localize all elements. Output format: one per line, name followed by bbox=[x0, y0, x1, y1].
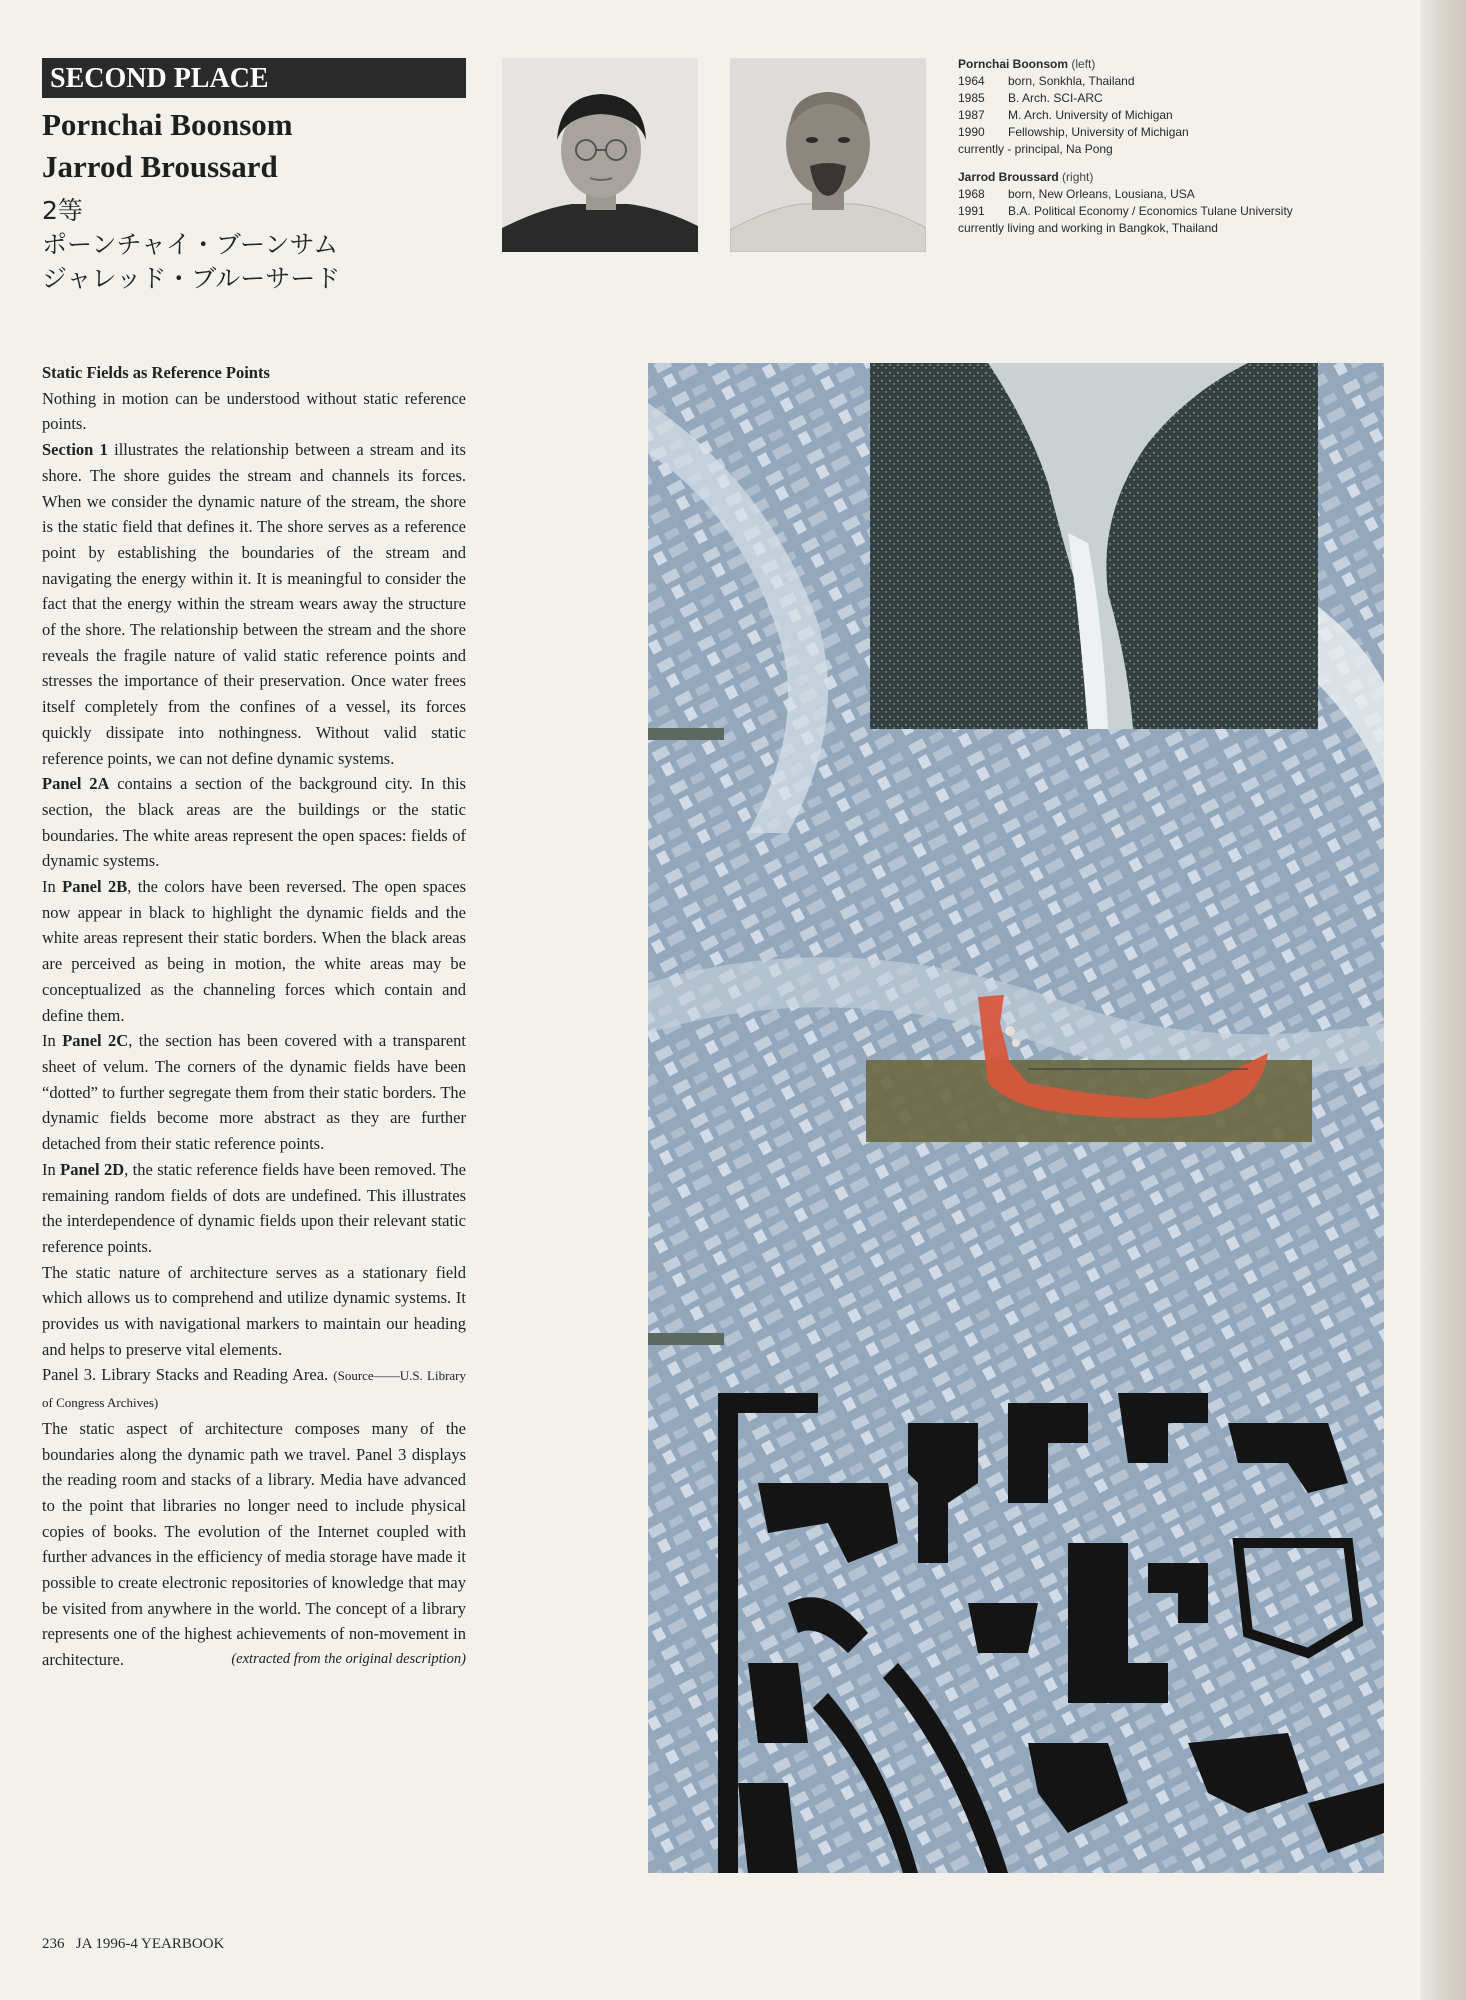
paragraph-lead: Panel 2C bbox=[62, 1031, 129, 1051]
article-paragraph bbox=[42, 1028, 466, 1157]
article-paragraph bbox=[42, 1362, 466, 1415]
paragraph-text: Panel 3. Library Stacks and Reading Area. bbox=[42, 1365, 334, 1385]
bio-current-1: currently - principal, Na Pong bbox=[958, 142, 1113, 156]
author-bios bbox=[958, 56, 1358, 237]
bio-role-2: (right) bbox=[1062, 170, 1094, 184]
page-number: 236 bbox=[42, 1936, 65, 1952]
portrait-right bbox=[730, 58, 926, 252]
page-edge bbox=[1420, 0, 1466, 2000]
portrait-left-graphic bbox=[502, 58, 698, 252]
bio-name-1: Pornchai Boonsom bbox=[958, 57, 1069, 71]
paragraph-text: The static aspect of architecture composes many of the boundaries along the dynamic path we travel. Panel 3 displays the reading room and stacks of a library. Media have advanced to the point that libraries no longer need to include physical copies of books. The evolution of the Internet coupled with further advances in the efficiency of media storage have made it possible to create electronic repositories of knowledge that may be visited from anywhere in the world. The concept of a library represents one of the highest achievements of non-movement in architecture. bbox=[42, 1418, 466, 1670]
paragraph-lead: Panel 2A bbox=[42, 774, 110, 794]
paragraph-text: , the static reference fields have been removed. The remaining random fields of dots are undefined. This illustrates the interdependence of dynamic fields upon their relevant static reference points. bbox=[42, 1159, 466, 1256]
bio-name-2: Jarrod Broussard bbox=[958, 170, 1059, 184]
paragraph-pre: In bbox=[42, 877, 63, 897]
portrait-left bbox=[502, 58, 698, 252]
bio-text: Fellowship, University of Michigan bbox=[1008, 125, 1189, 139]
article-body bbox=[42, 360, 466, 1673]
bio-current-2: currently living and working in Bangkok, Thailand bbox=[958, 221, 1218, 235]
collage-panel bbox=[648, 363, 1384, 1873]
bio-person-2 bbox=[958, 169, 1358, 237]
article-paragraph bbox=[42, 771, 466, 874]
paragraph-lead: Section 1 bbox=[42, 440, 108, 460]
article-signature: (extracted from the original description) bbox=[231, 1651, 466, 1668]
paragraph-text: contains a section of the background city. In this section, the black areas are the buildings or the static boundaries. The white areas represent the open spaces: fields of dynamic systems. bbox=[42, 774, 466, 871]
bio-row bbox=[958, 124, 1358, 141]
article-paragraph bbox=[42, 874, 466, 1028]
bio-year: 1964 bbox=[958, 74, 985, 88]
article-paragraph bbox=[42, 1157, 466, 1260]
bio-year: 1991 bbox=[958, 204, 985, 218]
bio-year: 1985 bbox=[958, 91, 985, 105]
article-paragraph bbox=[42, 437, 466, 771]
portrait-right-graphic bbox=[730, 58, 926, 252]
jp-rank: 2等 bbox=[42, 196, 83, 225]
paragraph-text: illustrates the relationship between a stream and its shore. The shore guides the stream and channels its forces. When we consider the dynamic nature of the stream, the shore is the static field that defines it. The shore serves as a reference point by establishing the boundaries of the stream and navigating the energy within it. It is meaningful to consider the fact that the energy within the stream wears away the structure of the shore. The relationship between the stream and the shore reveals the fragile nature of valid static reference points and stresses the importance of their preservation. Once water frees itself completely from the confines of a vessel, its forces quickly dissipate into nothingness. Without valid static reference points, we can not define dynamic systems. bbox=[42, 440, 466, 768]
source-credit: (Source——U.S. Library of Congress Archives) bbox=[42, 1368, 467, 1411]
bio-row bbox=[958, 107, 1358, 124]
bio-text: born, New Orleans, Lousiana, USA bbox=[1008, 187, 1195, 201]
jp-name-1: ポーンチャイ・ブーンサム bbox=[42, 230, 339, 259]
article-paragraph: Nothing in motion can be understood without static reference points. bbox=[42, 388, 466, 434]
bio-row bbox=[958, 90, 1358, 107]
author-name-2: Jarrod Broussard bbox=[42, 149, 278, 184]
collage-graphic bbox=[648, 363, 1384, 1873]
bio-role-1: (left) bbox=[1071, 57, 1096, 71]
paragraph-lead: Panel 2B bbox=[62, 877, 128, 897]
article-paragraph bbox=[42, 1416, 466, 1673]
bio-text: B.A. Political Economy / Economics Tulane University bbox=[1008, 204, 1293, 218]
award-label: SECOND PLACE bbox=[42, 58, 466, 98]
bio-year: 1968 bbox=[958, 187, 985, 201]
bio-row bbox=[958, 203, 1358, 220]
jp-name-2: ジャレッド・ブルーサード bbox=[42, 264, 341, 293]
page-footer bbox=[42, 1936, 224, 1953]
author-names-japanese bbox=[42, 194, 340, 296]
paragraph-pre: In bbox=[42, 1159, 61, 1179]
bio-text: M. Arch. University of Michigan bbox=[1008, 108, 1173, 122]
author-names bbox=[42, 104, 293, 188]
bio-person-1 bbox=[958, 56, 1358, 158]
paragraph-text: , the section has been covered with a transparent sheet of velum. The corners of the dynamic fields have been “dotted” to further segregate them from their static borders. The dynamic fields become more abstract as they are further detached from their static reference points. bbox=[42, 1031, 466, 1154]
bio-text: B. Arch. SCI-ARC bbox=[1008, 91, 1103, 105]
paragraph-text: , the colors have been reversed. The open spaces now appear in black to highlight the dynamic fields and the white areas represent their static borders. When the black areas are perceived as being in motion, the white areas may be conceptualized as the channeling forces which contain and define them. bbox=[42, 877, 466, 1025]
bio-year: 1990 bbox=[958, 125, 985, 139]
bio-text: born, Sonkhla, Thailand bbox=[1008, 74, 1135, 88]
paragraph-lead: Panel 2D bbox=[60, 1159, 125, 1179]
paragraph-pre: In bbox=[42, 1031, 63, 1051]
bio-row bbox=[958, 186, 1358, 203]
bio-year: 1987 bbox=[958, 108, 985, 122]
article-paragraph: The static nature of architecture serves as a stationary field which allows us to comprehend and utilize dynamic systems. It provides us with navigational markers to maintain our heading and helps to preserve vital elements. bbox=[42, 1262, 466, 1359]
publication-name: JA 1996-4 YEARBOOK bbox=[75, 1936, 225, 1952]
article-heading: Static Fields as Reference Points bbox=[42, 363, 270, 382]
author-name-1: Pornchai Boonsom bbox=[42, 107, 293, 142]
bio-row bbox=[958, 73, 1358, 90]
